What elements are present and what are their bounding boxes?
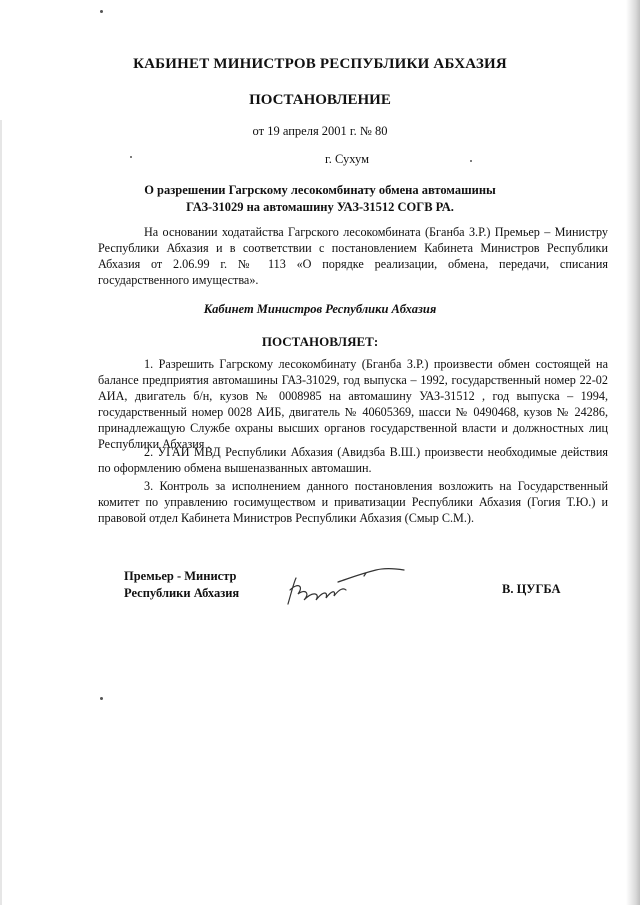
decree-item-1: 1. Разрешить Гагрскому лесокомбинату (Бганба З.Р.) произвести обмен состоящей на балансе предприятия автомашины ГАЗ-31029, год выпуска – 1992, государственный номер 22-02 АИА, двигатель б/н, кузов № 0008985 на автомашину УАЗ-31512 , год выпуска – 1994, государственный номер 0028 АИБ, двигатель № 40605369, шасси № 0490468, кузов № 24286, принадлежащую Службе охраны высших органов государственной власти и должностных лиц Республики Абхазия .	[98, 357, 608, 451]
scan-speck	[100, 697, 103, 700]
document-subject	[0, 182, 640, 216]
decree-item-3: 3. Контроль за исполнением данного постановления возложить на Государственный комитет по управлению госимуществом и приватизации Республики Абхазия (Гогия Т.Ю.) и правовой отдел Кабинета Министров Республики Абхазия (Смыр С.М.).	[98, 479, 608, 525]
decree-verb: ПОСТАНОВЛЯЕТ:	[261, 334, 379, 349]
date-number: от 19 апреля 2001 г. № 80	[252, 124, 388, 138]
scan-edge-line	[0, 120, 2, 905]
preamble-paragraph: На основании ходатайства Гагрского лесокомбината (Бганба З.Р.) Премьер – Министру Республики Абхазия и в соответствии с постановлением Кабинета Министров Республики Абхазия от 2.06.99 г. № 113 «О порядке реализации, обмена, передачи, списания государственного имущества».	[98, 225, 608, 287]
decree-item-2: 2. УГАИ МВД Республики Абхазия (Авидзба В.Ш.) произвести необходимые действия по оформлению обмена вышеназванных автомашин.	[98, 445, 608, 475]
subject-line-1: О разрешении Гагрскому лесокомбинату обмена автомашины	[144, 183, 496, 197]
scan-speck	[100, 10, 103, 13]
signatory-title	[124, 568, 239, 602]
signatory-name: В. ЦУГБА	[502, 582, 561, 596]
subject-line-2: ГАЗ-31029 на автомашину УАЗ-31512 СОГВ РА.	[186, 200, 454, 214]
place-of-issue: г. Сухум	[325, 152, 370, 166]
handwritten-signature	[280, 560, 410, 610]
issuer-line: Кабинет Министров Республики Абхазия	[203, 302, 437, 316]
document-type: ПОСТАНОВЛЕНИЕ	[249, 92, 391, 108]
scan-speck	[130, 156, 132, 158]
signatory-title-line-1: Премьер - Министр	[124, 569, 237, 583]
scan-speck	[470, 160, 472, 162]
signatory-title-line-2: Республики Абхазия	[124, 586, 240, 600]
org-title: КАБИНЕТ МИНИСТРОВ РЕСПУБЛИКИ АБХАЗИЯ	[133, 56, 507, 72]
